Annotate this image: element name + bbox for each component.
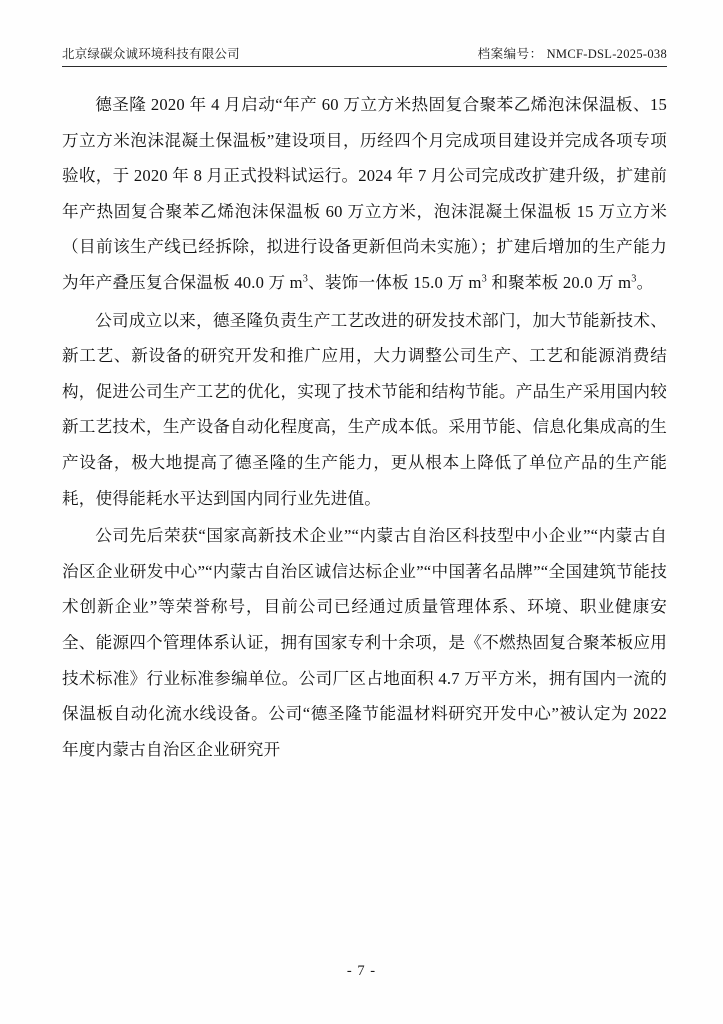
- page-number: - 7 -: [346, 963, 377, 979]
- document-body: [62, 87, 667, 767]
- archive-code: NMCF-DSL-2025-038: [546, 47, 667, 61]
- page-footer: [0, 963, 723, 980]
- paragraph-1: 德圣隆 2020 年 4 月启动“年产 60 万立方米热固复合聚苯乙烯泡沫保温板、15 万立方米泡沫混凝土保温板”建设项目，历经四个月完成项目建设并完成各项专项验收，于 2020 年 8 月正式投料试运行。2024 年 7 月公司完成改扩建升级，扩建前年产热固复合聚苯乙烯泡沫保温板 60 万立方米，泡沫混凝土保温板 15 万立方米（目前该生产线已经拆除，拟进行设备更新但尚未实施）；扩建后增加的生产能力为年产叠压复合保温板 40.0 万 $m^3$、装饰一体板 15.0 万 $m^3$ 和聚苯板 20.0 万 $m^3$。: [62, 95, 667, 292]
- page-header: [62, 44, 667, 67]
- archive-label: 档案编号：: [477, 47, 543, 61]
- paragraph-3: 公司先后荣获“国家高新技术企业”“内蒙古自治区科技型中小企业”“内蒙古自治区企业研发中心”“内蒙古自治区诚信达标企业”“中国著名品牌”“全国建筑节能技术创新企业”等荣誉称号，目前公司已经通过质量管理体系、环境、职业健康安全、能源四个管理体系认证，拥有国家专利十余项，是《不燃热固复合聚苯板应用技术标准》行业标准参编单位。公司厂区占地面积 4.7 万平方米，拥有国内一流的保温板自动化流水线设备。公司“德圣隆节能温材料研究开发中心”被认定为 2022 年度内蒙古自治区企业研究开: [62, 526, 667, 759]
- header-archive: [478, 44, 667, 62]
- header-company-name: 北京绿碳众诚环境科技有限公司: [62, 47, 240, 61]
- paragraph-2: 公司成立以来，德圣隆负责生产工艺改进的研发技术部门，加大节能新技术、新工艺、新设备的研究开发和推广应用，大力调整公司生产、工艺和能源消费结构，促进公司生产工艺的优化，实现了技术节能和结构节能。产品生产采用国内较新工艺技术，生产设备自动化程度高，生产成本低。采用节能、信息化集成高的生产设备，极大地提高了德圣隆的生产能力，更从根本上降低了单位产品的生产能耗，使得能耗水平达到国内同行业先进值。: [62, 310, 667, 508]
